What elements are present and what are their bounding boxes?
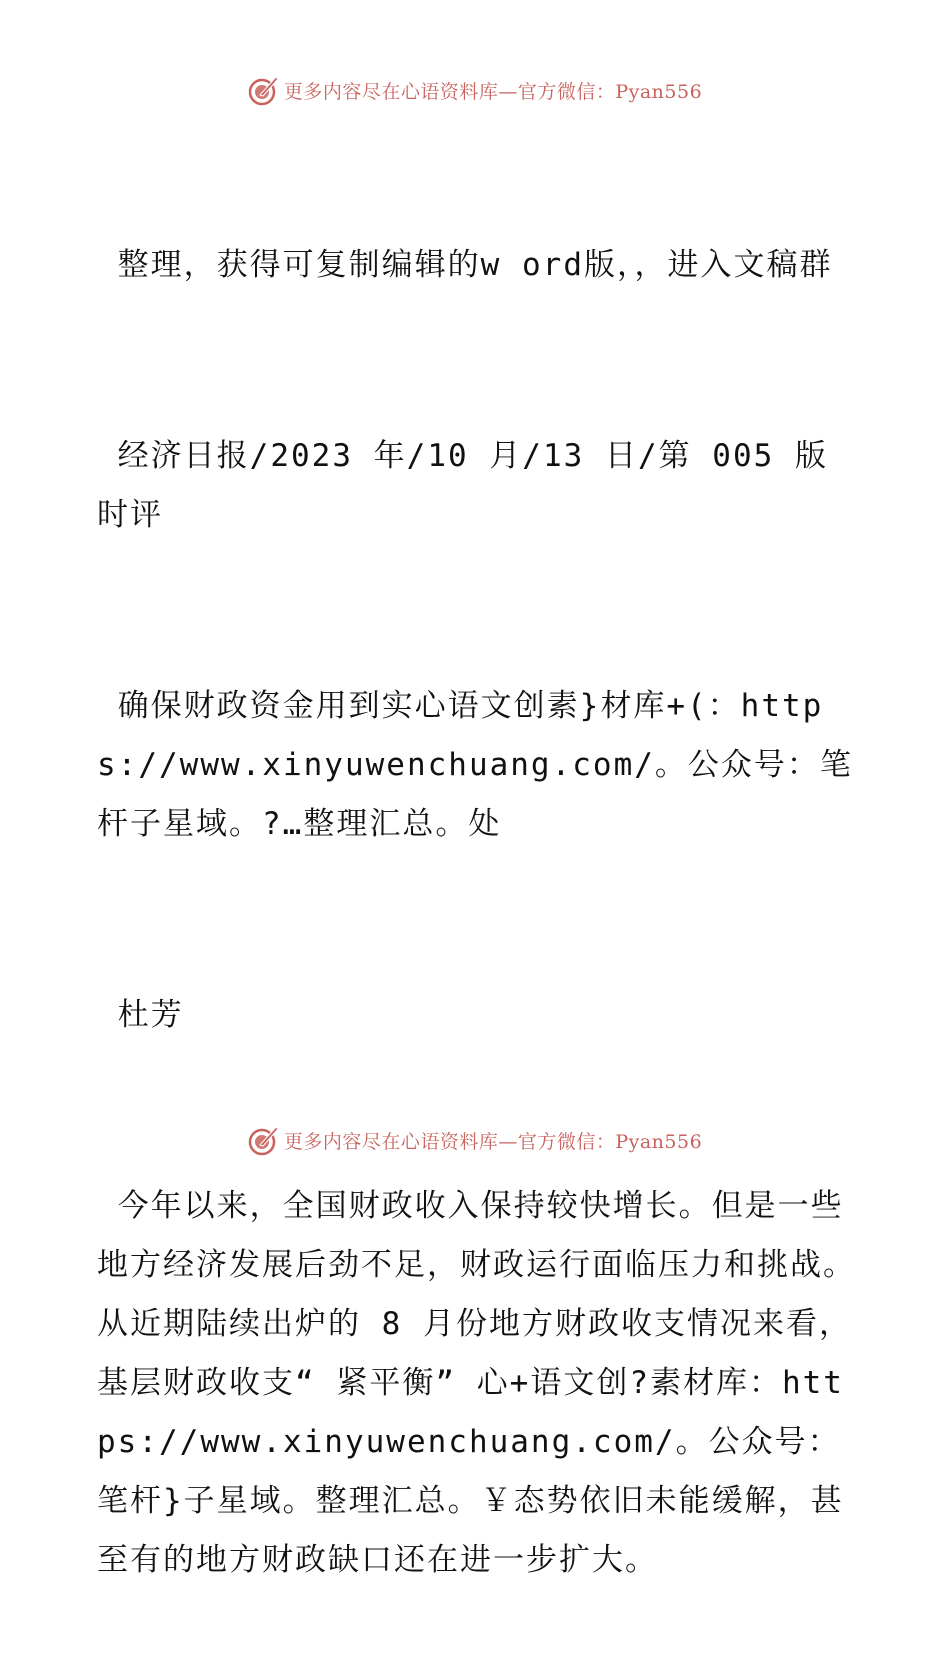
quill-logo-icon xyxy=(248,74,280,106)
paragraph-source: 经济日报/2023 年/10 月/13 日/第 005 版时评 xyxy=(97,438,828,533)
quill-logo-icon xyxy=(248,1124,280,1156)
paragraph-headline: 确保财政资金用到实心语文创素}材库+(：https://www.xinyuwenchuang.com/。公众号：笔杆子星域。?…整理汇总。处 xyxy=(97,688,853,842)
header-watermark xyxy=(0,68,950,112)
paragraph-intro: 整理，获得可复制编辑的w ord版，，进入文稿群 xyxy=(97,247,833,283)
paragraph-body: 今年以来，全国财政收入保持较快增长。但是一些地方经济发展后劲不足，财政运行面临压力和挑战。从近期陆续出炉的 8 月份地方财政收支情况来看，基层财政收支“ 紧平衡” 心+语文创?素材库：https://www.xinyuwenchuang.com/。公众号：笔杆}子星域。整理汇总。￥态势依旧未能缓解，甚至有的地方财政缺口还在进一步扩大。 xyxy=(97,1188,856,1578)
watermark-text: 更多内容尽在心语资料库—官方微信：Pyan556 xyxy=(283,1130,703,1153)
document-body xyxy=(97,118,857,1663)
watermark-text: 更多内容尽在心语资料库—官方微信：Pyan556 xyxy=(283,80,703,103)
footer-watermark xyxy=(0,1118,950,1162)
paragraph-author: 杜芳 xyxy=(97,997,184,1033)
